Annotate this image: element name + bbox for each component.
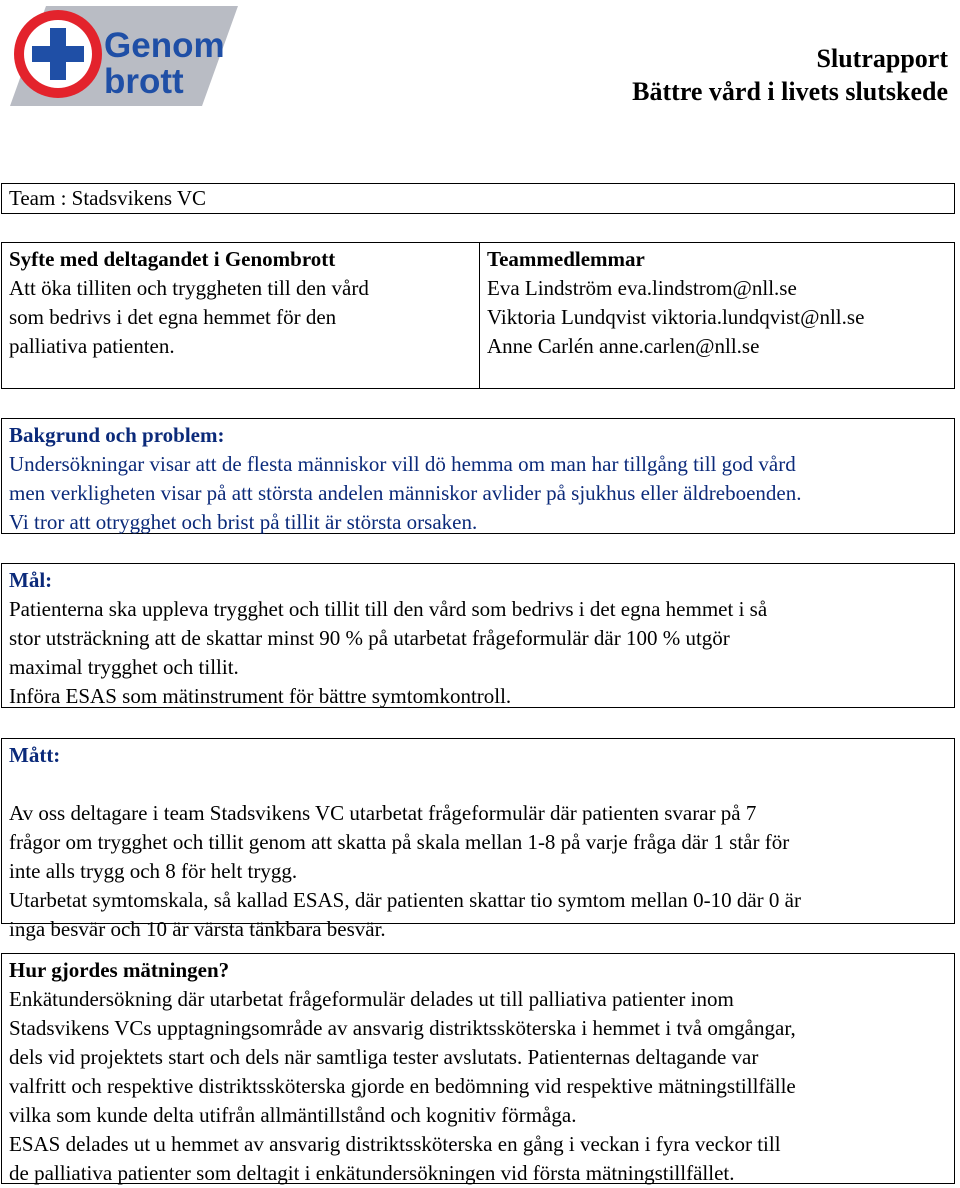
how-line: Enkätundersökning där utarbetat frågeformulär delades ut till palliativa patienter inom (9, 987, 734, 1011)
purpose-column (2, 245, 376, 361)
how-line: de palliativa patienter som deltagit i enkätundersökningen vid första mätningstillfället. (9, 1161, 735, 1185)
measure-section (2, 739, 954, 944)
measure-heading: Mått: (9, 743, 61, 767)
background-section (2, 419, 954, 537)
team-box (1, 183, 955, 214)
background-line: Undersökningar visar att de flesta människor vill dö hemma om man har tillgång till god vård (9, 452, 796, 476)
how-heading: Hur gjordes mätningen? (9, 958, 230, 982)
member-entry: Eva Lindström eva.lindstrom@nll.se (487, 276, 797, 300)
logo-text-brott: brott (104, 62, 184, 101)
measure-line: inte alls trygg och 8 för helt trygg. (9, 859, 298, 883)
logo-cross-horizontal (32, 46, 84, 62)
how-line: vilka som kunde delta utifrån allmäntillstånd och kognitiv förmåga. (9, 1103, 577, 1127)
background-heading: Bakgrund och problem: (9, 423, 225, 447)
measure-line: frågor om trygghet och tillit genom att skatta på skala mellan 1-8 på varje fråga där 1 står för (9, 830, 790, 854)
team-label: Team : Stadsvikens VC (9, 186, 207, 210)
report-subtitle: Bättre vård i livets slutskede (632, 77, 948, 106)
members-heading: Teammedlemmar (487, 247, 645, 271)
blank-line (9, 770, 947, 799)
logo-text-genom: Genom (104, 26, 225, 65)
goal-line: Införa ESAS som mätinstrument för bättre symtomkontroll. (9, 684, 512, 708)
report-header (632, 42, 948, 108)
background-line: Vi tror att otrygghet och brist på tillit är största orsaken. (9, 510, 478, 534)
purpose-members-box (1, 242, 955, 389)
goal-heading: Mål: (9, 568, 53, 592)
goal-line: Patienterna ska uppleva trygghet och tillit till den vård som bedrivs i det egna hemmet i så (9, 597, 768, 621)
goal-line: maximal trygghet och tillit. (9, 655, 239, 679)
background-box (1, 418, 955, 534)
measure-box (1, 738, 955, 941)
measure-line: Av oss deltagare i team Stadsvikens VC utarbetat frågeformulär där patienten svarar på 7 (9, 801, 757, 825)
how-line: valfritt och respektive distriktssköterska gjorde en bedömning vid respektive mätningstillfälle (9, 1074, 796, 1098)
goal-section (2, 564, 954, 711)
member-entry: Viktoria Lundqvist viktoria.lundqvist@nll.se (487, 305, 865, 329)
how-section (2, 954, 954, 1188)
how-line: dels vid projektets start och dels när samtliga tester avslutats. Patienternas deltagande var (9, 1045, 759, 1069)
measure-line: Utarbetat symtomskala, så kallad ESAS, där patienten skattar tio symtom mellan 0-10 där 0 är (9, 888, 801, 912)
purpose-heading: Syfte med deltagandet i Genombrott (9, 247, 336, 271)
goal-line: stor utsträckning att de skattar minst 90 % på utarbetat frågeformulär där 100 % utgör (9, 626, 730, 650)
report-title: Slutrapport (816, 44, 948, 73)
background-line: men verkligheten visar på att största andelen människor avlider på sjukhus eller äldreboenden. (9, 481, 802, 505)
how-box (1, 953, 955, 1184)
purpose-line: palliativa patienten. (9, 334, 175, 358)
genombrott-logo-graphic (6, 6, 238, 110)
member-entry: Anne Carlén anne.carlen@nll.se (487, 334, 760, 358)
genombrott-logo (6, 6, 238, 110)
purpose-line: Att öka tilliten och tryggheten till den vård (9, 276, 369, 300)
members-column (480, 245, 871, 361)
purpose-line: som bedrivs i det egna hemmet för den (9, 305, 337, 329)
goal-box (1, 563, 955, 708)
how-line: Stadsvikens VCs upptagningsområde av ansvarig distriktssköterska i hemmet i två omgångar, (9, 1016, 796, 1040)
how-line: ESAS delades ut u hemmet av ansvarig distriktssköterska en gång i veckan i fyra veckor till (9, 1132, 781, 1156)
measure-line: inga besvär och 10 är värsta tänkbara besvär. (9, 917, 386, 941)
